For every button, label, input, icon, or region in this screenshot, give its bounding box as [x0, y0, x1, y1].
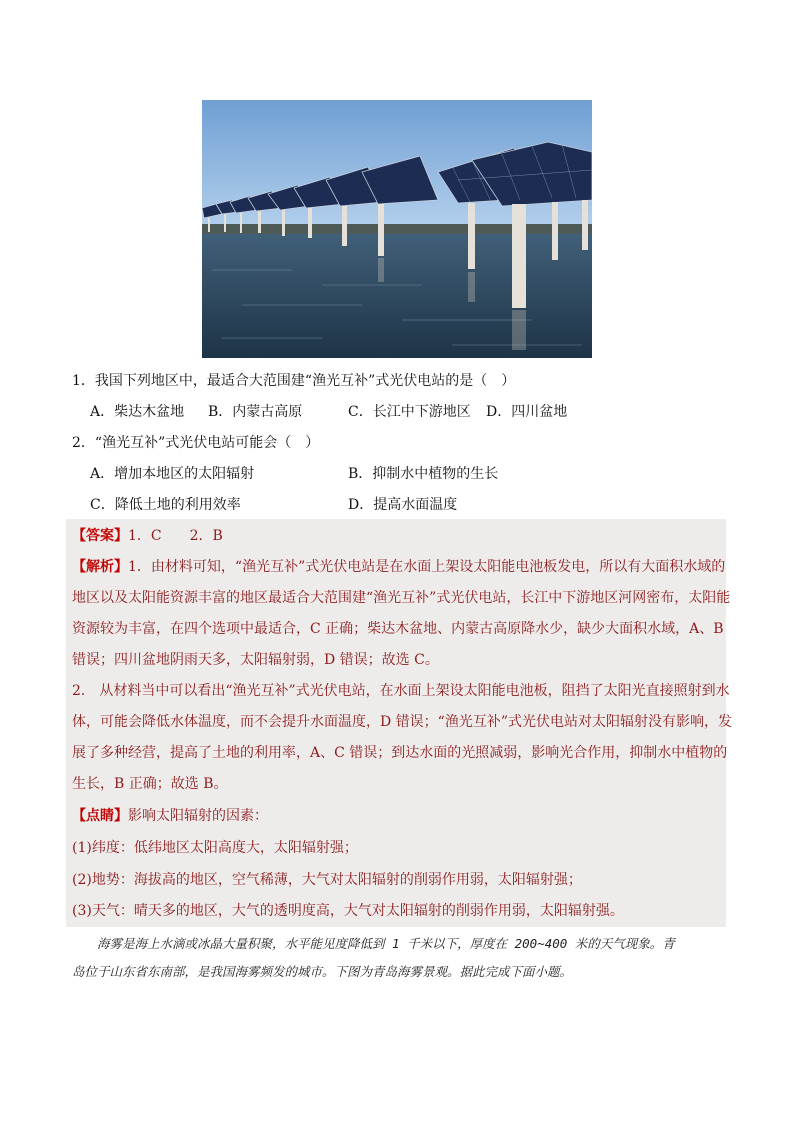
analysis-tag: 【解析】: [72, 559, 128, 575]
analysis-text: 1．由材料可知，“渔光互补”式光伏电站是在水面上架设太阳能电池板发电，所以有大面积水域的: [128, 559, 726, 575]
tip-item-2: (2)地势：海拔高的地区，空气稀薄，大气对太阳辐射的削弱作用弱，太阳辐射强；: [72, 872, 582, 888]
photo-illustration: [202, 100, 592, 358]
answer-text: 1．C 2．B: [128, 528, 223, 544]
tip-tag: 【点睛】: [72, 808, 128, 824]
tip-item-3: (3)天气：晴天多的地区，大气的透明度高，大气对太阳辐射的削弱作用弱，太阳辐射强。: [72, 903, 624, 919]
question-2-option-b: B．抑制水中植物的生长: [348, 466, 499, 482]
question-2-option-a: A．增加本地区的太阳辐射: [90, 466, 255, 482]
analysis-line-4: 错误；四川盆地阴雨天多，太阳辐射弱，D 错误；故选 C。: [72, 652, 439, 668]
tip-title: 影响太阳辐射的因素：: [128, 808, 268, 824]
question-2-stem: 2．“渔光互补”式光伏电站可能会（ ）: [72, 435, 320, 451]
question-1-option-b: B．内蒙古高原: [208, 404, 303, 420]
question-1-option-a: A．柴达木盆地: [90, 404, 185, 420]
question-1-option-c: C．长江中下游地区: [348, 404, 471, 420]
analysis-line-2: 地区以及太阳能资源丰富的地区最适合大范围建“渔光互补”式光伏电站，长江中下游地区河网密布，太阳能: [72, 590, 731, 606]
question-2-option-c: C．降低土地的利用效率: [90, 497, 241, 513]
tip-item-1: (1)纬度：低纬地区太阳高度大，太阳辐射强；: [72, 840, 358, 856]
analysis-line-6: 体，可能会降低水体温度，而不会提升水面温度，D 错误；“渔光互补”式光伏电站对太阳辐射没有影响，发: [72, 714, 732, 730]
fog-intro-line-2: 岛位于山东省东南部，是我国海雾频发的城市。下图为青岛海雾景观。据此完成下面小题。: [72, 964, 573, 979]
analysis-line-7: 展了多种经营，提高了土地的利用率，A、C 错误；到达水面的光照减弱，影响光合作用，抑制水中植物的: [72, 745, 728, 761]
answer-tag: 【答案】: [72, 528, 128, 544]
answer-line: [72, 526, 223, 546]
question-1-option-d: D．四川盆地: [486, 404, 568, 420]
fog-intro-line-1: 海雾是海上水滴或冰晶大量积聚，水平能见度降低到 1 千米以下，厚度在 200~400 米的天气现象。青: [72, 936, 675, 951]
analysis-line-3: 资源较为丰富，在四个选项中最适合，C 正确；柴达木盆地、内蒙古高原降水少，缺少大面积水域，A、B: [72, 621, 724, 637]
analysis-line-5: 2． 从材料当中可以看出“渔光互补”式光伏电站，在水面上架设太阳能电池板，阻挡了太阳光直接照射到水: [72, 683, 730, 699]
question-1-stem: 1．我国下列地区中，最适合大范围建“渔光互补”式光伏电站的是（ ）: [72, 373, 516, 389]
tip-line: [72, 806, 268, 826]
solar-panels-on-water-photo: [202, 100, 592, 358]
analysis-line-8: 生长，B 正确；故选 B。: [72, 776, 228, 792]
question-2-option-d: D．提高水面温度: [348, 497, 458, 513]
analysis-line-1: [72, 557, 725, 577]
